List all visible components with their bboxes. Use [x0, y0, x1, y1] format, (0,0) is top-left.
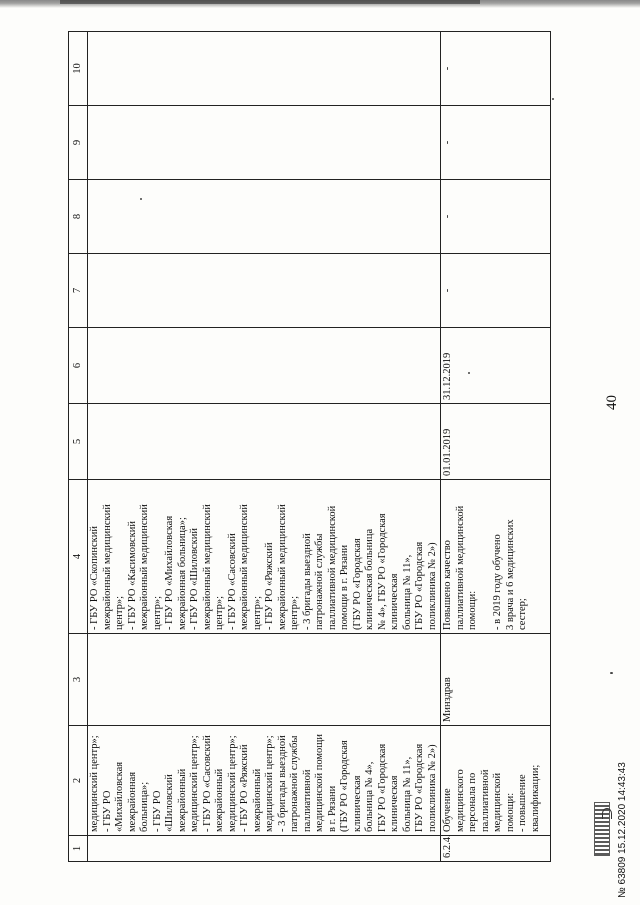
cell-col8 — [88, 180, 441, 254]
cell-responsible — [88, 634, 441, 726]
cell-result: - ГБУ РО «Скопинский межрайонный медицинский центр»; - ГБУ РО «Касимовский межрайонный медицинский центр»; - ГБУ РО «Михайловская межрайонная больница»; - ГБУ РО «Шиловский межрайонный медицинский центр»; - ГБУ РО «Сасовский межрайонный медицинский центр»; - ГБУ РО «Ряжский межрайонный медицинский центр»; - 3 бригады выездной патронажной службы паллиативной медицинской помощи в г. Рязани (ГБУ РО «Городская клиническая больница № 4», ГБУ РО «Городская клиническая больница № 11», ГБУ РО «Городская поликлиника № 2») — [88, 480, 441, 634]
header-cell: 1 — [69, 836, 88, 862]
header-cell: 9 — [69, 106, 88, 180]
cell-col10: - — [441, 32, 551, 106]
rotated-page-content — [68, 32, 598, 862]
cell-end-date: 31.12.2019 — [441, 328, 551, 404]
cell-result: Повышено качество паллиативной медицинской помощи: - в 2019 году обучено 3 врача и 6 медицинских сестер; — [441, 480, 551, 634]
cell-col8: - — [441, 180, 551, 254]
page-number: 40 — [604, 395, 620, 410]
cell-col7: - — [441, 254, 551, 328]
cell-start-date — [88, 404, 441, 480]
header-cell: 6 — [69, 328, 88, 404]
cell-col9: - — [441, 106, 551, 180]
header-cell: 8 — [69, 180, 88, 254]
table-row — [88, 32, 441, 862]
header-cell: 4 — [69, 480, 88, 634]
cell-end-date — [88, 328, 441, 404]
cell-responsible: Минздрав — [441, 634, 551, 726]
header-cell: 5 — [69, 404, 88, 480]
header-cell: 3 — [69, 634, 88, 726]
scan-speck — [610, 672, 613, 674]
cell-measure: Обучение медицинского персонала по паллиативной медицинской помощи: - повышение квалификации; — [441, 726, 551, 836]
scan-speck — [140, 198, 142, 200]
scan-edge-dark — [60, 0, 480, 4]
header-row — [69, 32, 88, 862]
cell-start-date: 01.01.2019 — [441, 404, 551, 480]
scan-speck — [468, 372, 470, 374]
header-cell: 7 — [69, 254, 88, 328]
cell-number: 6.2.4. — [441, 836, 551, 862]
header-cell: 10 — [69, 32, 88, 106]
registration-stamp: № 63809 15.12.2020 14:43:43 — [617, 762, 628, 898]
cell-col10 — [88, 32, 441, 106]
measures-table — [68, 31, 551, 862]
header-cell: 2 — [69, 726, 88, 836]
table-row — [441, 32, 551, 862]
cell-number — [88, 836, 441, 862]
stamp-crest-icon — [602, 808, 612, 819]
cell-col7 — [88, 254, 441, 328]
cell-col9 — [88, 106, 441, 180]
cell-measure: медицинский центр»; - ГБУ РО «Михайловская межрайонная больница»; - ГБУ РО «Шиловский межрайонный медицинский центр»; - ГБУ РО «Сасовский межрайонный медицинский центр»; - ГБУ РО «Ряжский межрайонный медицинский центр»; - 3 бригады выездной патронажной службы паллиативной медицинской помощи в г. Рязани (ГБУ РО «Городская клиническая больница № 4», ГБУ РО «Городская клиническая больница № 11», ГБУ РО «Городская поликлиника № 2») — [88, 726, 441, 836]
scan-speck — [552, 98, 554, 100]
